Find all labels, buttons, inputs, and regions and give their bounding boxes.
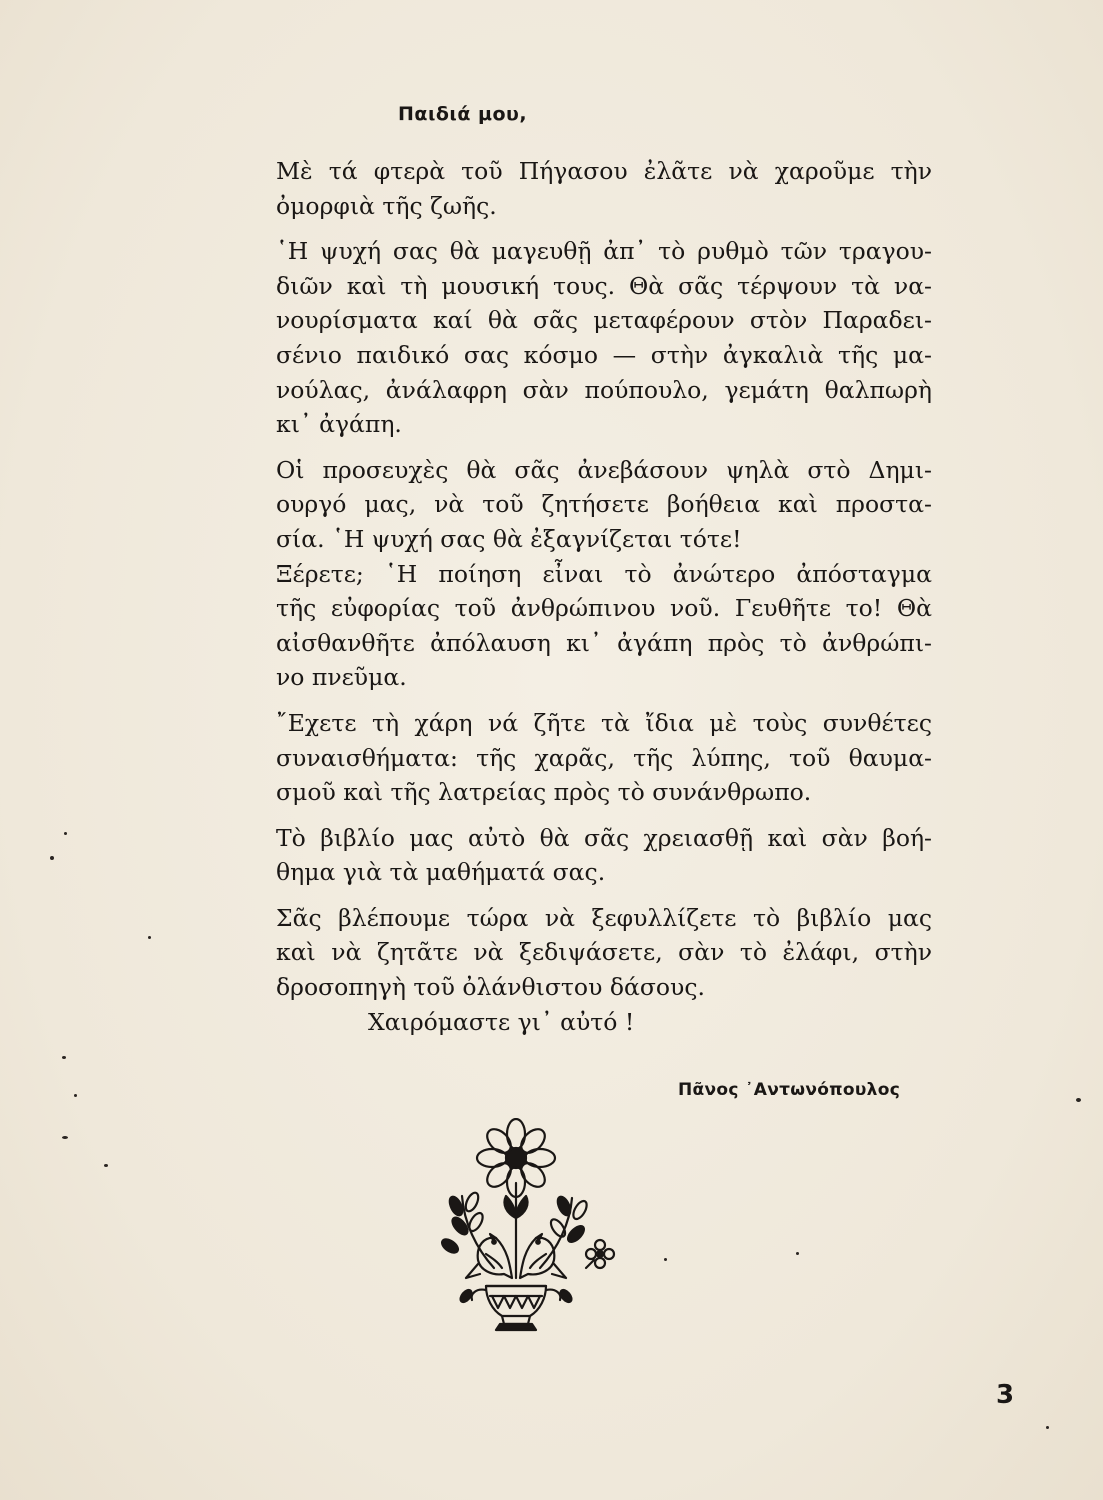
text-line: θημα γιὰ τὰ μαθήματά σας. [276, 858, 606, 887]
text-line: ουργό μας, νὰ τοῦ ζητήσετε βοήθεια καὶ προστα- [276, 490, 932, 519]
paragraph [276, 453, 932, 695]
scan-speck [62, 1056, 66, 1059]
text-line: νο πνεῦμα. [276, 663, 407, 692]
text-line: ῾Η ψυχή σας θὰ μαγευθῇ ἀπ᾿ τὸ ρυθμὸ τῶν τραγου- [276, 237, 932, 266]
paragraph [276, 154, 932, 223]
author-signature: Πᾶνος ᾿Αντωνόπουλος [678, 1080, 901, 1100]
paragraph [276, 706, 932, 810]
text-line: διῶν καὶ τὴ μουσική τους. Θὰ σᾶς τέρψουν τὰ να- [276, 271, 932, 300]
text-line: Ξέρετε; ῾Η ποίηση εἶναι τὸ ἀνώτερο ἀπόσταγμα [276, 559, 932, 588]
page-number: 3 [996, 1380, 1015, 1410]
letter-body [276, 154, 932, 1050]
closing-line: Χαιρόμαστε γι᾿ αὐτό ! [368, 1007, 635, 1036]
scan-speck [62, 1136, 68, 1139]
scan-speck [148, 936, 151, 939]
text-line: συναισθήματα: τῆς χαρᾶς, τῆς λύπης, τοῦ θαυμα- [276, 743, 932, 772]
scan-speck [74, 1094, 77, 1097]
text-line: ὀμορφιὰ τῆς ζωῆς. [276, 191, 497, 220]
scan-speck [1076, 1098, 1081, 1102]
text-line: καὶ νὰ ζητᾶτε νὰ ξεδιψάσετε, σὰν τὸ ἐλάφι, στὴν [276, 938, 932, 967]
paragraph [276, 821, 932, 890]
text-line: Σᾶς βλέπουμε τώρα νὰ ξεφυλλίζετε τὸ βιβλίο μας [276, 903, 932, 932]
salutation: Παιδιά μου, [398, 103, 528, 125]
text-line: ῎Εχετε τὴ χάρη νά ζῆτε τὰ ἴδια μὲ τοὺς συνθέτες [276, 708, 932, 737]
flower-vase-with-birds-icon [436, 1118, 636, 1340]
text-line: Οἱ προσευχὲς θὰ σᾶς ἀνεβάσουν ψηλὰ στὸ Δημι- [276, 455, 932, 484]
text-line: σμοῦ καὶ τῆς λατρείας πρὸς τὸ συνάνθρωπο. [276, 778, 812, 807]
text-line: τῆς εὐφορίας τοῦ ἀνθρώπινου νοῦ. Γευθῆτε το! Θὰ [276, 594, 932, 623]
paragraph [276, 901, 932, 1039]
scan-speck [664, 1258, 667, 1261]
text-line: αἰσθανθῆτε ἀπόλαυση κι᾿ ἀγάπη πρὸς τὸ ἀνθρώπι- [276, 628, 932, 657]
text-line: σία. ῾Η ψυχή σας θὰ ἐξαγνίζεται τότε! [276, 524, 742, 553]
scan-speck [50, 856, 54, 860]
text-line: Τὸ βιβλίο μας αὐτὸ θὰ σᾶς χρειασθῇ καὶ σὰν βοή- [276, 823, 932, 852]
text-line: νουρίσματα καί θὰ σᾶς μεταφέρουν στὸν Παραδει- [276, 306, 932, 335]
scan-speck [104, 1164, 108, 1167]
scan-speck [796, 1252, 799, 1255]
scan-speck [1046, 1426, 1049, 1429]
scan-speck [64, 832, 67, 835]
text-line: σένιο παιδικό σας κόσμο — στὴν ἀγκαλιὰ τῆς μα- [276, 340, 932, 369]
text-line: δροσοπηγὴ τοῦ ὀλάνθιστου δάσους. [276, 973, 705, 1002]
text-line: Μὲ τά φτερὰ τοῦ Πήγασου ἐλᾶτε νὰ χαροῦμε τὴν [276, 157, 932, 185]
text-line: κι᾿ ἀγάπη. [276, 410, 402, 439]
paragraph [276, 234, 932, 442]
text-line: νούλας, ἀνάλαφρη σὰν πούπουλο, γεμάτη θαλπωρὴ [276, 375, 932, 404]
